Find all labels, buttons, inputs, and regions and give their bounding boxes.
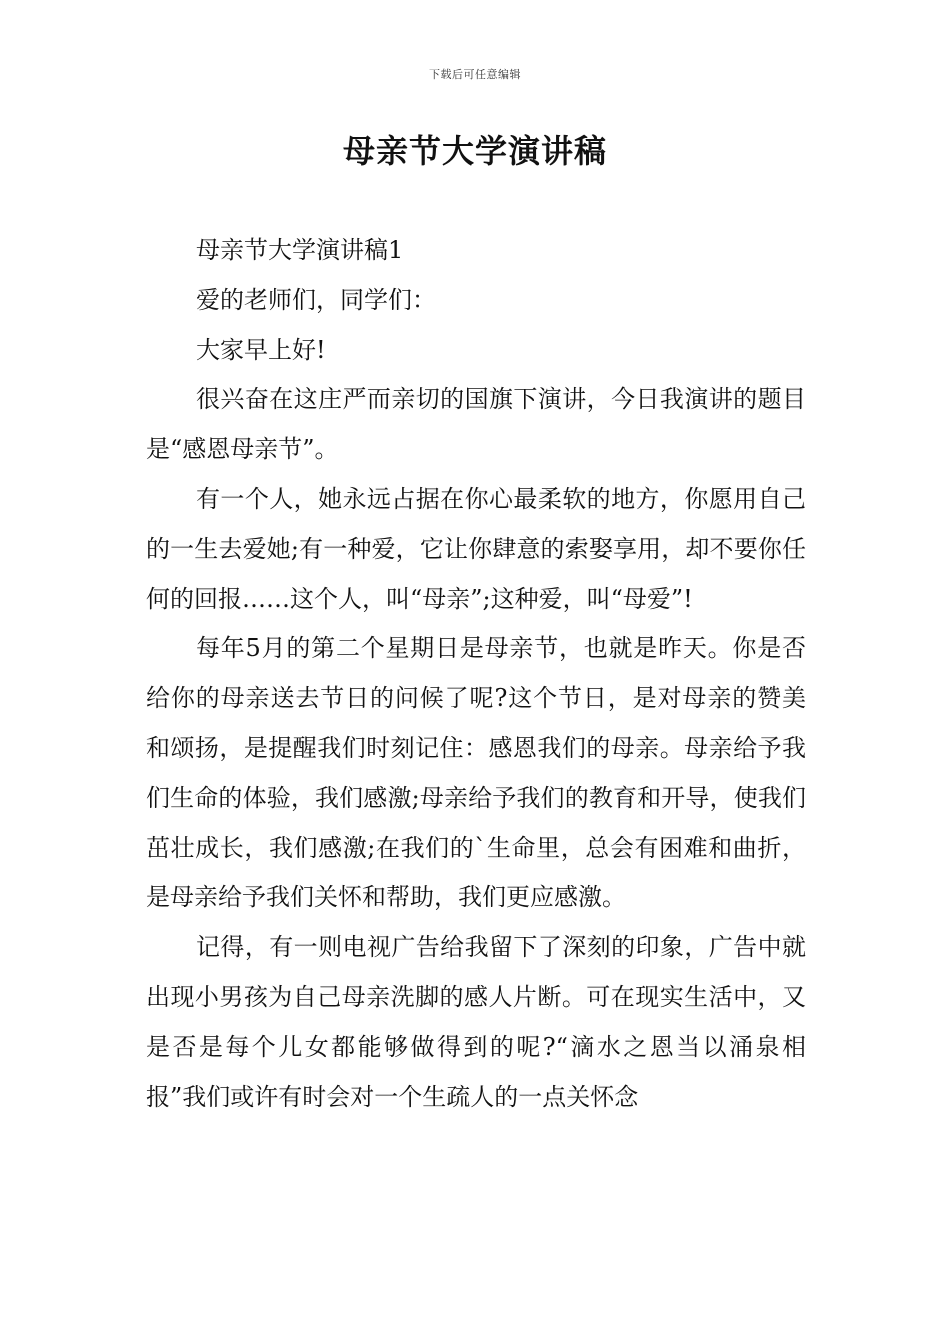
document-title: 母亲节大学演讲稿 — [342, 132, 607, 170]
header-note: 下载后可任意编辑 — [429, 68, 521, 81]
paragraph: 每年5月的第二个星期日是母亲节，也就是昨天。你是否给你的母亲送去节日的问候了呢?这个节日，是对母亲的赞美和颂扬，是提醒我们时刻记住：感恩我们的母亲。母亲给予我们生命的体验，我们感激;母亲给予我们的教育和开导，使我们茁壮成长，我们感激;在我们的`生命里，总会有困难和曲折，是母亲给予我们关怀和帮助，我们更应感激。 — [146, 634, 806, 912]
paragraph: 很兴奋在这庄严而亲切的国旗下演讲，今日我演讲的题目是“感恩母亲节”。 — [146, 385, 806, 464]
paragraph-morning: 大家早上好! — [196, 335, 326, 364]
paragraph-greeting: 爱的老师们，同学们： — [196, 285, 436, 314]
paragraph-subtitle: 母亲节大学演讲稿1 — [196, 236, 404, 264]
paragraph: 记得，有一则电视广告给我留下了深刻的印象，广告中就出现小男孩为自己母亲洗脚的感人片断。可在现实生活中，又是否是每个儿女都能够做得到的呢?“滴水之恩当以涌泉相报”我们或许有时会对一个生疏人的一点关怀念 — [146, 933, 806, 1111]
paragraph: 有一个人，她永远占据在你心最柔软的地方，你愿用自己的一生去爱她;有一种爱，它让你肆意的索娶享用，却不要你任何的回报……这个人，叫“母亲”;这种爱，叫“母爱”! — [146, 484, 806, 613]
document-body — [146, 226, 806, 1122]
